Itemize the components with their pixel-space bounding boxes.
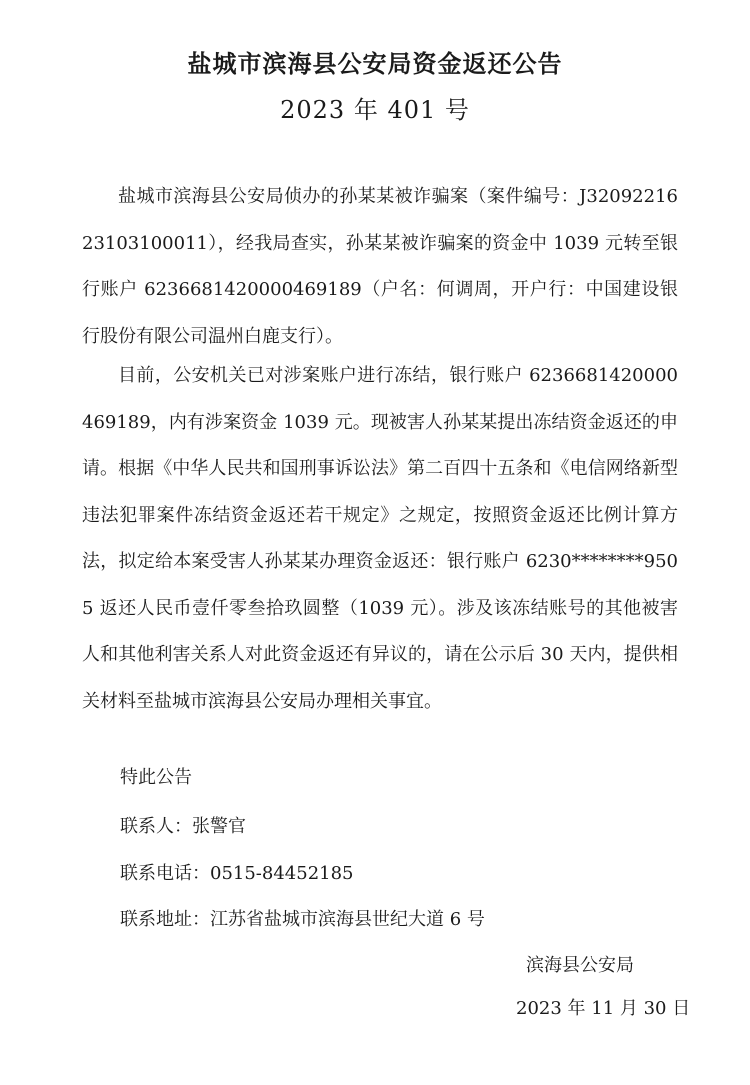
signature-date: 2023 年 11 月 30 日 <box>516 998 691 1019</box>
contact-address: 联系地址：江苏省盐城市滨海县世纪大道 6 号 <box>120 909 485 930</box>
body-paragraph-case-details: 盐城市滨海县公安局侦办的孙某某被诈骗案（案件编号：J3209221623103100011），经我局查实，孙某某被诈骗案的资金中 1039 元转至银行账户 6236681420000469189（户名：何调周，开户行：中国建设银行股份有限公司温州白鹿支行）。 <box>82 186 678 347</box>
document-title: 盐城市滨海县公安局资金返还公告 <box>187 50 563 78</box>
contact-phone: 联系电话：0515-84452185 <box>120 863 354 884</box>
signature-organization: 滨海县公安局 <box>526 955 634 976</box>
contact-person: 联系人：张警官 <box>120 816 246 837</box>
closing-phrase: 特此公告 <box>120 767 192 788</box>
document-number: 2023 年 401 号 <box>280 96 470 124</box>
body-paragraph-refund-notice: 目前，公安机关已对涉案账户进行冻结，银行账户 6236681420000469189，内有涉案资金 1039 元。现被害人孙某某提出冻结资金返还的申请。根据《中华人民共和国刑事诉讼法》第二百四十五条和《电信网络新型违法犯罪案件冻结资金返还若干规定》之规定，按照资金返还比例计算方法，拟定给本案受害人孙某某办理资金返还：银行账户 6230********9505 返还人民币壹仟零叁拾玖圆整（1039 元）。涉及该冻结账号的其他被害人和其他利害关系人对此资金返还有异议的，请在公示后 30 天内，提供相关材料至盐城市滨海县公安局办理相关事宜。 <box>82 365 678 712</box>
